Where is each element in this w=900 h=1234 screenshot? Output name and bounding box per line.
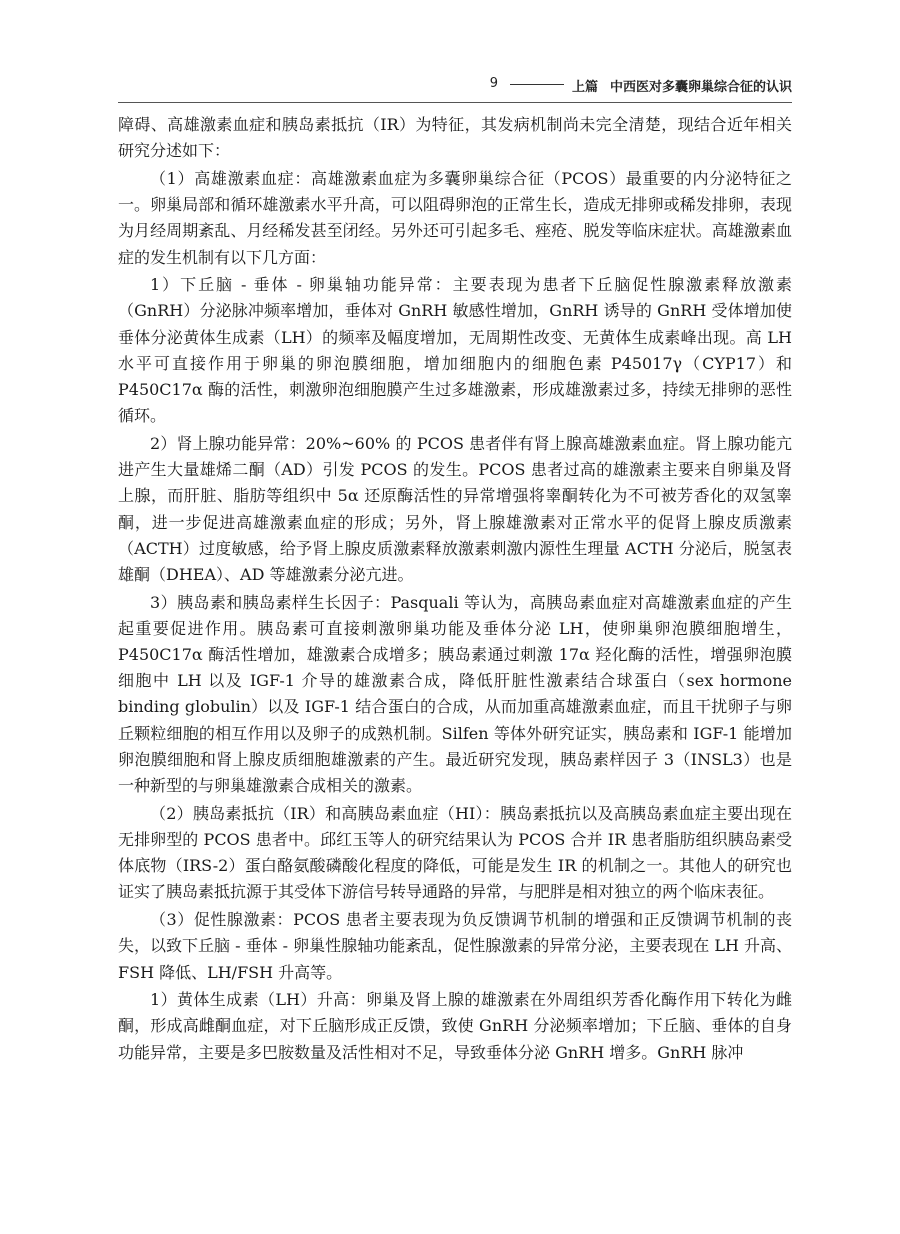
paragraph-continued: 障碍、高雄激素血症和胰岛素抵抗（IR）为特征，其发病机制尚未完全清楚，现结合近年相关研究分述如下：: [118, 115, 792, 161]
paragraph-insulin-resistance: （2）胰岛素抵抗（IR）和高胰岛素血症（HI）：胰岛素抵抗以及高胰岛素血症主要出现在无排卵型的 PCOS 患者中。邱红玉等人的研究结果认为 PCOS 合并 IR 患者脂肪组织胰岛素受体底物（IRS-2）蛋白酪氨酸磷酸化程度的降低，可能是发生 IR 的机制之一。其他人的研究也证实了胰岛素抵抗源于其受体下游信号转导通路的异常，与肥胖是相对独立的两个临床表征。: [118, 803, 792, 902]
chapter-title: 中西医对多囊卵巢综合征的认识: [609, 80, 792, 95]
paragraph-hyperandrogenism: （1）高雄激素血症：高雄激素血症为多囊卵巢综合征（PCOS）最重要的内分泌特征之一。卵巢局部和循环雄激素水平升高，可以阻碍卵泡的正常生长，造成无排卵或稀发排卵，表现为月经周期紊乱、月经稀发甚至闭经。另外还可引起多毛、痤疮、脱发等临床症状。高雄激素血症的发生机制有以下几方面：: [118, 168, 792, 267]
running-header: [118, 76, 792, 103]
body-text: [118, 112, 792, 1067]
paragraph-insulin-igf: 3）胰岛素和胰岛素样生长因子：Pasquali 等认为，高胰岛素血症对高雄激素血症的产生起重要促进作用。胰岛素可直接刺激卵巢功能及垂体分泌 LH，使卵巢卵泡膜细胞增生，P450C17α 酶活性增加，雄激素合成增多；胰岛素通过刺激 17α 羟化酶的活性，增强卵泡膜细胞中 LH 以及 IGF-1 介导的雄激素合成，降低肝脏性激素结合球蛋白（sex hormone binding globulin）以及 IGF-1 结合蛋白的合成，从而加重高雄激素血症，而且干扰卵子与卵丘颗粒细胞的相互作用以及卵子的成熟机制。Silfen 等体外研究证实，胰岛素和 IGF-1 能增加卵泡膜细胞和肾上腺皮质细胞雄激素的产生。最近研究发现，胰岛素样因子 3（INSL3）也是一种新型的与卵巢雄激素合成相关的激素。: [118, 592, 792, 796]
paragraph-lh-elevation: 1）黄体生成素（LH）升高：卵巢及肾上腺的雄激素在外周组织芳香化酶作用下转化为雌酮，形成高雌酮血症，对下丘脑形成正反馈，致使 GnRH 分泌频率增加；下丘脑、垂体的自身功能异常，主要是多巴胺数量及活性相对不足，导致垂体分泌 GnRH 增多。GnRH 脉冲: [118, 990, 792, 1062]
part-title: 上篇: [571, 80, 598, 95]
paragraph-adrenal: 2）肾上腺功能异常：20%~60% 的 PCOS 患者伴有肾上腺高雄激素血症。肾上腺功能亢进产生大量雄烯二酮（AD）引发 PCOS 的发生。PCOS 患者过高的雄激素主要来自卵巢及肾上腺，而肝脏、脂肪等组织中 5α 还原酶活性的异常增强将睾酮转化为不可被芳香化的双氢睾酮，进一步促进高雄激素血症的形成；另外，肾上腺雄激素对正常水平的促肾上腺皮质激素（ACTH）过度敏感，给予肾上腺皮质激素释放激素刺激内源性生理量 ACTH 分泌后，脱氢表雄酮（DHEA）、AD 等雄激素分泌亢进。: [118, 433, 792, 584]
header-rule-dash: [510, 84, 564, 85]
paragraph-gonadotropin: （3）促性腺激素：PCOS 患者主要表现为负反馈调节机制的增强和正反馈调节机制的丧失，以致下丘脑 - 垂体 - 卵巢性腺轴功能紊乱，促性腺激素的异常分泌，主要表现在 LH 升高、FSH 降低、LH/FSH 升高等。: [118, 910, 792, 982]
paragraph-hpo-axis: 1）下丘脑 - 垂体 - 卵巢轴功能异常：主要表现为患者下丘脑促性腺激素释放激素（GnRH）分泌脉冲频率增加，垂体对 GnRH 敏感性增加，GnRH 诱导的 GnRH 受体增加使垂体分泌黄体生成素（LH）的频率及幅度增加，无周期性改变、无黄体生成素峰出现。高 LH 水平可直接作用于卵巢的卵泡膜细胞，增加细胞内的细胞色素 P45017γ（CYP17）和 P450C17α 酶的活性，刺激卵泡细胞膜产生过多雄激素，形成雄激素过多，持续无排卵的恶性循环。: [118, 275, 792, 426]
page-number: 9: [489, 76, 498, 91]
